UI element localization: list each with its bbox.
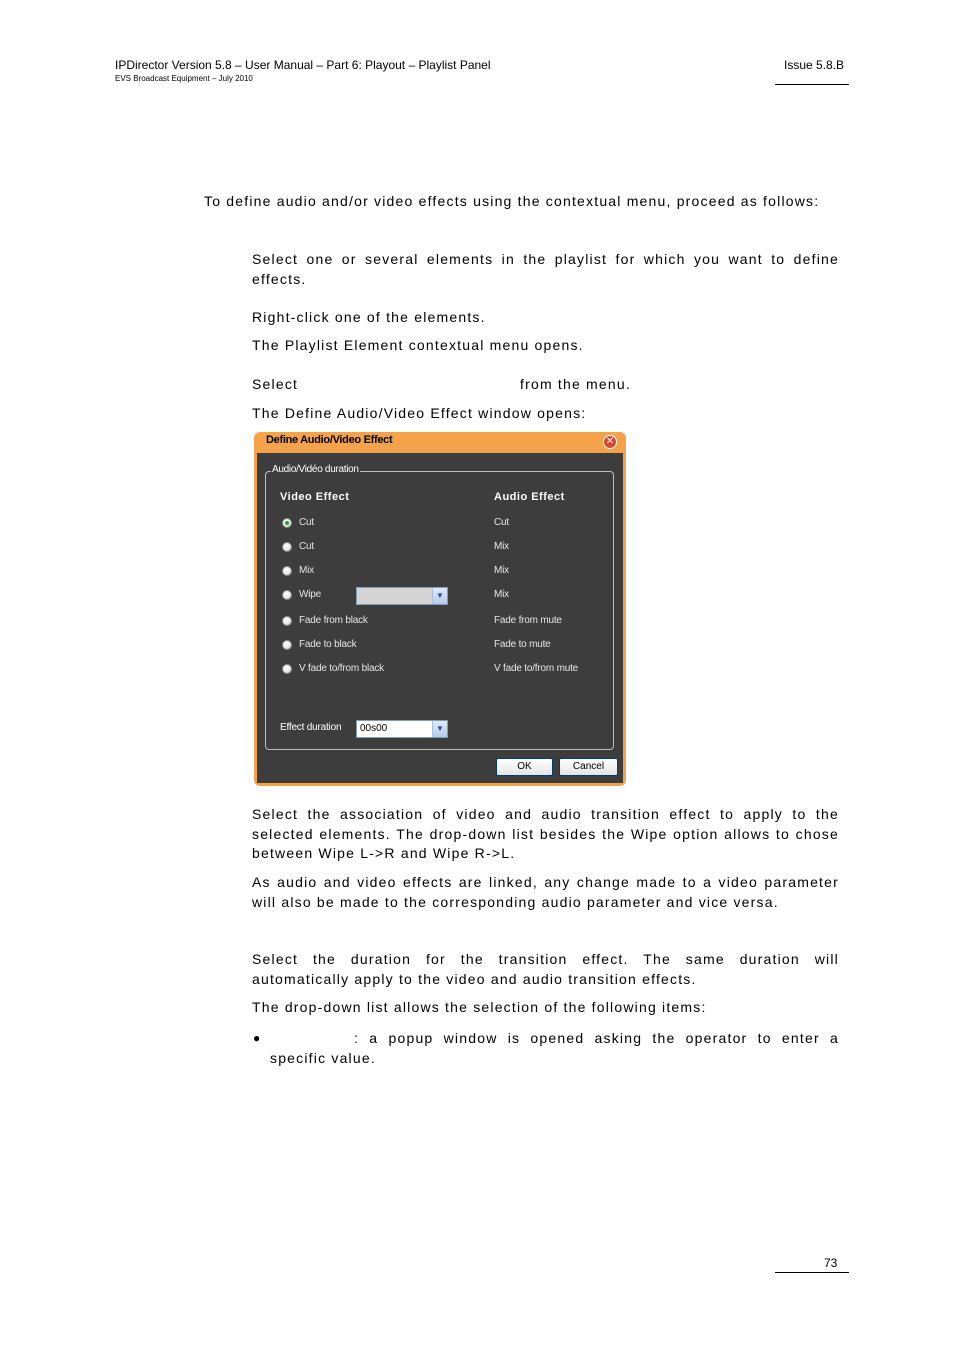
bullet-item-1: : a popup window is opened asking the operator to enter a specific value. bbox=[270, 1030, 839, 1066]
video-radio-v-fade[interactable] bbox=[282, 664, 292, 674]
video-option-label: Fade to black bbox=[299, 639, 357, 650]
video-option-label: Wipe bbox=[299, 589, 321, 600]
chevron-down-icon[interactable]: ▼ bbox=[432, 588, 447, 604]
ok-button[interactable]: OK bbox=[496, 758, 553, 776]
header-rule bbox=[775, 84, 849, 85]
dialog-body bbox=[257, 453, 623, 783]
bullet-icon: ● bbox=[253, 1031, 261, 1045]
close-icon[interactable]: ✕ bbox=[603, 435, 617, 449]
video-option-label: Mix bbox=[299, 565, 314, 576]
video-radio-cut-1[interactable] bbox=[282, 518, 292, 528]
step5-paragraph-2: The drop-down list allows the selection of the following items: bbox=[252, 999, 707, 1015]
audio-option-label: Fade from mute bbox=[494, 615, 562, 626]
step2-result-text: The Playlist Element contextual menu opens. bbox=[252, 337, 584, 353]
header-title: IPDirector Version 5.8 – User Manual – Part 6: Playout – Playlist Panel bbox=[115, 58, 491, 72]
audio-option-label: Cut bbox=[494, 517, 509, 528]
video-radio-wipe[interactable] bbox=[282, 590, 292, 600]
audio-option-label: Fade to mute bbox=[494, 639, 551, 650]
define-av-effect-dialog bbox=[254, 432, 626, 786]
step3-menu-text: from the menu. bbox=[520, 376, 631, 392]
effect-duration-value: 00s00 bbox=[360, 723, 388, 734]
cancel-button[interactable]: Cancel bbox=[559, 758, 618, 776]
header-issue: Issue 5.8.B bbox=[784, 58, 845, 72]
page-number: 73 bbox=[824, 1256, 838, 1270]
audio-option-label: Mix bbox=[494, 589, 509, 600]
chevron-down-icon[interactable]: ▼ bbox=[432, 721, 447, 737]
step3-result-text: The Define Audio/Video Effect window opens: bbox=[252, 405, 587, 421]
audio-option-label: V fade to/from mute bbox=[494, 663, 579, 674]
effect-duration-select[interactable] bbox=[356, 720, 448, 738]
duration-group bbox=[265, 464, 614, 750]
wipe-direction-select[interactable] bbox=[356, 587, 448, 605]
video-option-label: Fade from black bbox=[299, 615, 368, 626]
group-label: Audio/Vidéo duration bbox=[272, 464, 359, 475]
effect-duration-label: Effect duration bbox=[280, 722, 342, 733]
step3-select-text: Select bbox=[252, 376, 299, 392]
audio-effect-header: Audio Effect bbox=[494, 491, 565, 503]
step2-text: Right-click one of the elements. bbox=[252, 309, 486, 325]
intro-paragraph: To define audio and/or video effects using the contextual menu, proceed as follows: bbox=[204, 193, 820, 209]
step1-text: Select one or several elements in the playlist for which you want to define effects. bbox=[252, 251, 839, 287]
step4-paragraph-2: As audio and video effects are linked, any change made to a video parameter will also be made to the corresponding audio parameter and vice versa. bbox=[252, 874, 839, 910]
step5-paragraph-1: Select the duration for the transition effect. The same duration will automatically apply to the video and audio transition effects. bbox=[252, 951, 839, 987]
footer-rule bbox=[775, 1272, 849, 1273]
video-option-label: Cut bbox=[299, 541, 314, 552]
video-option-label: V fade to/from black bbox=[299, 663, 384, 674]
video-option-label: Cut bbox=[299, 517, 314, 528]
video-radio-fade-to-black[interactable] bbox=[282, 640, 292, 650]
video-radio-fade-from-black[interactable] bbox=[282, 616, 292, 626]
step4-paragraph-1: Select the association of video and audio transition effect to apply to the selected elements. The drop-down list besides the Wipe option allows to chose between Wipe L->R and Wipe R->L. bbox=[252, 806, 839, 861]
video-effect-header: Video Effect bbox=[280, 491, 350, 503]
header-subtitle: EVS Broadcast Equipment – July 2010 bbox=[115, 74, 253, 83]
video-radio-cut-2[interactable] bbox=[282, 542, 292, 552]
audio-option-label: Mix bbox=[494, 541, 509, 552]
video-radio-mix[interactable] bbox=[282, 566, 292, 576]
dialog-title: Define Audio/Video Effect bbox=[266, 434, 393, 446]
audio-option-label: Mix bbox=[494, 565, 509, 576]
